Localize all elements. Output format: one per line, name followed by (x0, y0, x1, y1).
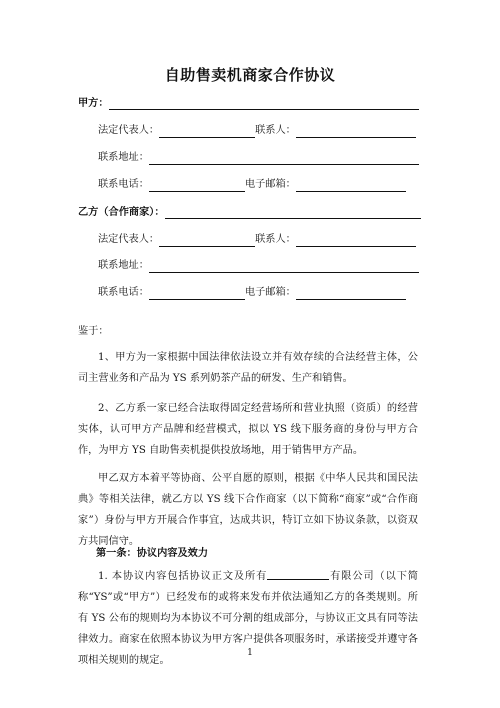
whereas-text: 鉴于： (78, 326, 109, 337)
preamble-paragraph (78, 468, 418, 552)
party-b-blank (165, 207, 421, 219)
party-a-legal-rep-blank (159, 126, 255, 138)
party-a-rep-row (98, 124, 416, 138)
party-b-contact-blank (296, 235, 416, 247)
party-b-phone-row (98, 286, 406, 300)
party-a-contact-label: 联系人： (255, 125, 296, 136)
party-a-phone-blank (149, 180, 245, 192)
party-a-address-row (98, 151, 419, 165)
party-a-email-blank (296, 180, 406, 192)
recital-1 (78, 347, 418, 389)
party-b-email-label: 电子邮箱： (244, 287, 296, 298)
party-b-phone-label: 联系电话： (98, 287, 149, 298)
preamble-text: 甲乙双方本着平等协商、公平自愿的原则，根据《中华人民共和国民法典》等相关法律，就乙方以 YS 线下合作商家（以下简称“商家”或“合作商家”）身份与甲方开展合作事宜，达成共识，特订立如下协议条款，以资双方共同信守。 (78, 473, 418, 547)
whereas-heading (78, 325, 109, 339)
party-b-phone-blank (149, 288, 245, 300)
article-1-title: 第一条：协议内容及效力 (96, 547, 209, 559)
party-a-phone-label: 联系电话： (98, 179, 149, 190)
party-a-contact-blank (296, 126, 416, 138)
party-a-blank (109, 98, 419, 110)
party-b-address-label: 联系地址： (98, 260, 149, 271)
party-b-label: 乙方（合作商家）： (78, 206, 165, 218)
party-a-legal-rep-label: 法定代表人： (98, 125, 160, 136)
party-b-email-blank (296, 288, 406, 300)
party-b-contact-label: 联系人： (255, 234, 296, 245)
recital-1-text: 1、甲方为一家根据中国法律依法设立并有效存续的合法经营主体，公司主营业务和产品为 YS 系列奶茶产品的研发、生产和销售。 (78, 352, 418, 384)
party-b-legal-rep-blank (159, 235, 255, 247)
company-name-blank (267, 568, 329, 580)
party-b-address-blank (149, 261, 419, 273)
party-a-address-label: 联系地址： (98, 152, 149, 163)
document-title: 自助售卖机商家合作协议 (164, 66, 336, 84)
party-b-legal-rep-label: 法定代表人： (98, 234, 160, 245)
party-a-address-blank (149, 153, 419, 165)
recital-2-text: 2、乙方系一家已经合法取得固定经营场所和营业执照（资质）的经营实体，认可甲方产品牌和经营模式，拟以 YS 线下服务商的身份与甲方合作，为甲方 YS 自助售卖机提供投放场地，用于销售甲方产品。 (78, 403, 418, 456)
article-1-text-part1: 1. 本协议内容包括协议正文及所有 (98, 571, 268, 582)
party-a-phone-row (98, 178, 406, 192)
party-b-rep-row (98, 233, 416, 247)
party-a-email-label: 电子邮箱： (244, 179, 296, 190)
recital-2 (78, 398, 418, 461)
party-a-row (78, 96, 419, 110)
party-b-row (78, 205, 421, 219)
article-1-text-part2: 有限公司（以下简称“YS”或“甲方”）已经发布的或将来发布并依法通知乙方的各类规则。所有 YS 公布的规则均为本协议不可分割的组成部分，与协议正文具有同等法律效力。商家在依照本协议为甲方客户提供各项服务时，承诺接受并遵守各项相关规则的规定。 (78, 571, 418, 666)
page-number: 1 (247, 648, 253, 658)
party-a-label: 甲方： (78, 97, 109, 109)
party-b-address-row (98, 259, 419, 273)
